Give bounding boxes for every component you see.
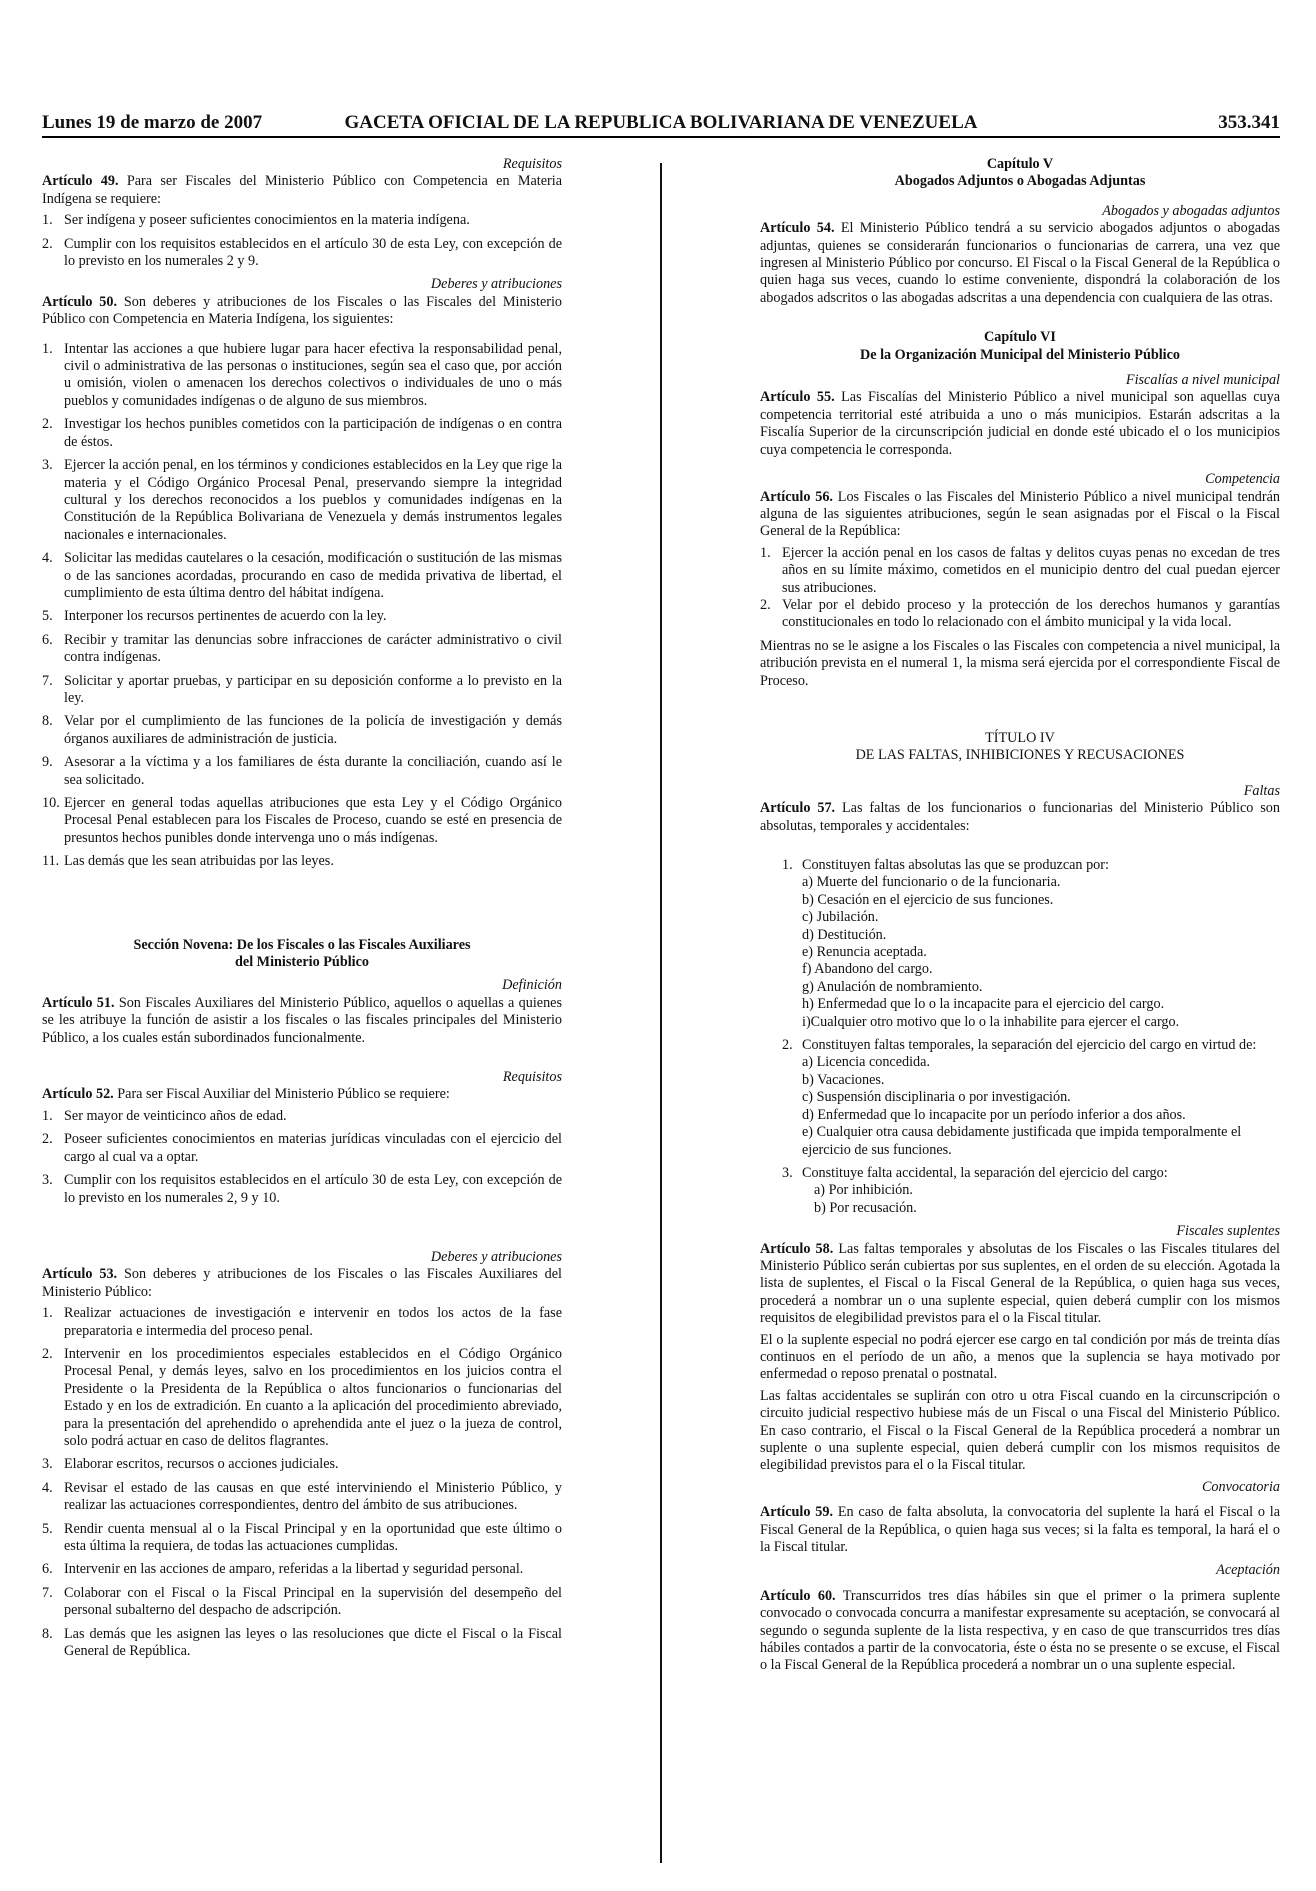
- article-52: [42, 1086, 562, 1103]
- article-56-list: [760, 545, 1280, 632]
- page-number: 353.341: [1218, 112, 1280, 133]
- article-59-subtitle: Convocatoria: [1201, 1478, 1280, 1495]
- article-50: [42, 294, 562, 329]
- article-50-list: [42, 341, 562, 871]
- article-58-subtitle: Fiscales suplentes: [1176, 1223, 1280, 1240]
- list-item: 11. Las demás que les sean atribuidas por las leyes.: [42, 853, 334, 870]
- article-58-paragraph-3: Las faltas accidentales se suplirán con otro u otra Fiscal cuando en la circunscripción o circuito judicial respectivo hubiese más de un Fiscal o una Fiscal del Ministerio Público. En caso contrario, el Fiscal o la Fiscal General de la República procederá a nombrar un suplente o una suplente especial, quien deberá cumplir con los mismos requisitos de elegibilidad previstos para el o la Fiscal titular.: [760, 1387, 1280, 1474]
- letter-list: a) Muerte del funcionario o de la funcionaria. b) Cesación en el ejercicio de sus funciones. c) Jubilación. d) Destitución. e) Renuncia aceptada. f) Abandono del cargo. g) Anulación de nombramiento. h) Enfermedad que lo o la incapacite para el ejercicio del cargo. i)Cualquier otro motivo que lo o la inhabilite para ejercer el cargo.: [802, 874, 1180, 1030]
- list-item: 3. Constituye falta accidental, la separación del ejercicio del cargo: a) Por inhibición. b) Por recusación.: [782, 1165, 1280, 1217]
- article-49: [42, 173, 562, 208]
- article-55-text: Las Fiscalías del Ministerio Público a nivel municipal son aquellas cuya competencia territorial esté atribuida a uno o más municipios. Estarán adscritas a la Fiscalía Superior de la circunscripción judicial en donde esté ubicado el o los municipios cuya competencia le corresponda.: [760, 389, 1281, 458]
- article-59: [760, 1504, 1280, 1556]
- list-item: 1. Ser indígena y poseer suficientes conocimientos en la materia indígena.: [42, 212, 470, 229]
- list-item: 7. Colaborar con el Fiscal o la Fiscal Principal en la supervisión del desempeño del personal subalterno del despacho de adscripción.: [42, 1584, 562, 1619]
- article-60: [760, 1588, 1280, 1675]
- title-4-heading: [760, 730, 1280, 765]
- list-item: 2. Cumplir con los requisitos establecidos en el artículo 30 de esta Ley, con excepción de lo previsto en los numerales 2 y 9.: [42, 235, 562, 270]
- letter-list: a) Por inhibición. b) Por recusación.: [814, 1182, 917, 1216]
- list-item: 8. Las demás que les asignen las leyes o las resoluciones que dicte el Fiscal o la Fiscal General de República.: [42, 1625, 562, 1660]
- chapter-5-heading: [760, 156, 1280, 191]
- list-item: 2. Investigar los hechos punibles cometidos con la participación de indígenas o en contra de éstos.: [42, 416, 562, 450]
- article-60-label: Artículo 60.: [760, 1587, 836, 1604]
- article-57-label: Artículo 57.: [760, 800, 836, 817]
- list-item: 1. Ejercer la acción penal en los casos de faltas y delitos cuyas penas no excedan de tres años en su límite máximo, cometidos en el municipio dentro del cual puedan ejercer sus atribuciones.: [760, 544, 1280, 596]
- article-58-label: Artículo 58.: [760, 1240, 834, 1257]
- article-50-text: Son deberes y atribuciones de los Fiscales o las Fiscales del Ministerio Público con Competencia en Materia Indígena, los siguientes:: [42, 293, 562, 328]
- article-51-text: Son Fiscales Auxiliares del Ministerio Público, aquellos o aquellas a quienes se les atribuye la función de asistir a los fiscales o las fiscales principales del Ministerio Público, a los cuales están subordinados funcionalmente.: [42, 994, 563, 1046]
- article-59-label: Artículo 59.: [760, 1504, 833, 1521]
- column-divider: [660, 163, 662, 1863]
- article-54-subtitle: Abogados y abogadas adjuntos: [1102, 202, 1280, 219]
- article-49-subtitle: Requisitos: [502, 156, 562, 172]
- article-52-subtitle: Requisitos: [502, 1069, 562, 1086]
- letter-list: a) Licencia concedida. b) Vacaciones. c) Suspensión disciplinaria o por investigación. d) Enfermedad que lo incapacite por un período inferior a dos años. e) Cualquier otra causa debidamente justificada que impida temporalmente el ejercicio de sus funciones.: [802, 1054, 1242, 1158]
- list-item: 3. Cumplir con los requisitos establecidos en el artículo 30 de esta Ley, con excepción de lo previsto en los numerales 2, 9 y 10.: [42, 1172, 562, 1206]
- article-53-text: Son deberes y atribuciones de los Fiscales o las Fiscales Auxiliares del Ministerio Público:: [42, 1266, 562, 1300]
- article-51: [42, 995, 562, 1047]
- article-49-text: Para ser Fiscales del Ministerio Público con Competencia en Materia Indígena se requiere:: [42, 173, 562, 207]
- article-52-text: Para ser Fiscal Auxiliar del Ministerio Público se requiere:: [113, 1086, 450, 1103]
- article-60-text: Transcurridos tres días hábiles sin que el primer o la primera suplente convocado o convocada concurra a manifestar expresamente su aceptación, se convocará al segundo o segunda suplente de la lista respectiva, y en caso de que transcurridos tres días hábiles contados a partir de la convocatoria, éste o ésta no se presente o se excuse, el Fiscal o la Fiscal General de la República procederá a nombrar un o una suplente especial.: [760, 1587, 1280, 1674]
- chapter-5-title: Abogados Adjuntos o Abogadas Adjuntas: [894, 173, 1146, 190]
- list-item: 3. Elaborar escritos, recursos o acciones judiciales.: [42, 1456, 339, 1473]
- article-59-text: En caso de falta absoluta, la convocatoria del suplente la hará el Fiscal o la Fiscal General de la República, o quien haga sus veces; si la falta es temporal, la hará el o la Fiscal titular.: [760, 1504, 1280, 1556]
- list-item: 10. Ejercer en general todas aquellas atribuciones que esta Ley y el Código Orgánico Procesal Penal establecen para los Fiscales de Proceso, cuando se esté en presencia de presuntos hechos punibles donde intervenga uno o más indígenas.: [42, 795, 562, 846]
- article-53-subtitle: Deberes y atribuciones: [430, 1248, 562, 1265]
- chapter-6-number: Capítulo VI: [984, 329, 1056, 346]
- list-item: 2. Intervenir en los procedimientos especiales establecidos en el Código Orgánico Procesal Penal, y demás leyes, salvo en los procedimientos en los juicios contra el Presidente o la Presidenta de la República o altos funcionarios o funcionarias del Estado y en los de extradición. En cuanto a la aplicación del procedimiento abreviado, para la presentación del aprehendido o aprehendida ante el juez o la jueza de control, solo podrá actuar en caso de delitos flagrantes.: [42, 1345, 562, 1449]
- article-58: [760, 1241, 1280, 1328]
- article-49-label: Artículo 49.: [42, 173, 119, 190]
- article-58-paragraph-2: El o la suplente especial no podrá ejercer ese cargo en tal condición por más de treinta días continuos en el período de un año, a menos que la suplencia se haya motivado por enfermedad o reposo prenatal o postnatal.: [760, 1331, 1280, 1383]
- article-50-subtitle: Deberes y atribuciones: [430, 276, 562, 293]
- article-49-list: [42, 212, 562, 270]
- list-item: 4. Revisar el estado de las causas en que esté interviniendo el Ministerio Público, y realizar las actuaciones correspondientes, dentro del ámbito de sus atribuciones.: [42, 1479, 562, 1514]
- article-55: [760, 389, 1280, 459]
- issue-date: Lunes 19 de marzo de 2007: [42, 112, 263, 133]
- article-50-label: Artículo 50.: [42, 293, 118, 310]
- article-54-label: Artículo 54.: [760, 220, 835, 237]
- list-item: 4. Solicitar las medidas cautelares o la cesación, modificación o sustitución de las mismas o de las sanciones acordadas, procurando en caso de medida privativa de libertad, el cumplimiento de esta última dentro del hábitat indígena.: [42, 550, 562, 601]
- right-column: [760, 156, 1280, 1679]
- list-item: 8. Velar por el cumplimiento de las funciones de la policía de investigación y demás órganos auxiliares de administración de justicia.: [42, 713, 562, 747]
- gazette-title: GACETA OFICIAL DE LA REPUBLICA BOLIVARIANA DE VENEZUELA: [344, 112, 978, 133]
- section-heading-line1: Sección Novena: De los Fiscales o las Fiscales Auxiliares: [133, 936, 471, 953]
- title-4-title: DE LAS FALTAS, INHIBICIONES Y RECUSACIONES: [855, 747, 1185, 764]
- left-column: [42, 156, 562, 1666]
- list-item: 2. Poseer suficientes conocimientos en materias jurídicas vinculadas con el ejercicio del cargo al cual va a optar.: [42, 1131, 562, 1165]
- list-item: 1. Realizar actuaciones de investigación e intervenir en todos los actos de la fase preparatoria e intermedia del proceso penal.: [42, 1305, 562, 1339]
- article-57: [760, 800, 1280, 835]
- article-57-text: Las faltas de los funcionarios o funcionarias del Ministerio Público son absolutas, temporales y accidentales:: [760, 800, 1280, 834]
- article-52-label: Artículo 52.: [42, 1086, 114, 1103]
- article-53-label: Artículo 53.: [42, 1266, 118, 1283]
- article-58-text: Las faltas temporales y absolutas de los Fiscales o las Fiscales titulares del Ministerio Público serán cubiertas por sus suplentes, en el orden de su elección. Agotada la lista de suplentes, el Fiscal o la Fiscal General de la República, o quien haga sus veces, procederá a nombrar un o una suplente especial, quien deberá cumplir con los mismos requisitos de elegibilidad previstos para el o la Fiscal titular.: [760, 1240, 1280, 1327]
- article-57-subtitle: Faltas: [1243, 782, 1280, 799]
- article-53: [42, 1266, 562, 1301]
- section-heading: [42, 937, 562, 972]
- list-item: 6. Recibir y tramitar las denuncias sobre infracciones de carácter administrativo o civil contra indígenas.: [42, 631, 562, 666]
- list-item: 3. Ejercer la acción penal, en los términos y condiciones establecidos en la Ley que rige la materia y el Código Orgánico Procesal Penal, preservando siempre la integridad cultural y los derechos reconocidos a los pueblos y comunidades indígenas en la Constitución de la República Bolivariana de Venezuela y demás instrumentos legales nacionales e internacionales.: [42, 457, 562, 543]
- article-51-subtitle: Definición: [502, 977, 562, 994]
- article-56-text: Los Fiscales o las Fiscales del Ministerio Público a nivel municipal tendrán alguna de las siguientes atribuciones, según le sean asignadas por el Fiscal o la Fiscal General de la República:: [760, 488, 1280, 540]
- article-56-closing: Mientras no se le asigne a los Fiscales o las Fiscales con competencia a nivel municipal, la atribución prevista en el numeral 1, la misma será ejercida por el correspondiente Fiscal de Proceso.: [760, 637, 1280, 689]
- list-item: 2. Constituyen faltas temporales, la separación del ejercicio del cargo en virtud de: a) Licencia concedida. b) Vacaciones. c) Suspensión disciplinaria o por investigación. d) Enfermedad que lo incapacite por un período inferior a dos años. e) Cualquier otra causa debidamente justificada que impida temporalmente el ejercicio de sus funciones.: [782, 1037, 1280, 1159]
- chapter-6-title: De la Organización Municipal del Ministerio Público: [860, 346, 1180, 363]
- article-55-label: Artículo 55.: [760, 389, 835, 406]
- list-item: 1. Ser mayor de veinticinco años de edad.: [42, 1107, 287, 1124]
- list-item: 5. Interponer los recursos pertinentes de acuerdo con la ley.: [42, 608, 387, 625]
- title-4-number: TÍTULO IV: [985, 729, 1055, 746]
- gazette-header: [42, 112, 1280, 138]
- article-56-label: Artículo 56.: [760, 488, 833, 505]
- chapter-5-number: Capítulo V: [986, 156, 1054, 172]
- list-item: 9. Asesorar a la víctima y a los familiares de ésta durante la conciliación, cuando así le sea solicitado.: [42, 754, 562, 788]
- article-55-subtitle: Fiscalías a nivel municipal: [1125, 372, 1280, 389]
- article-51-label: Artículo 51.: [42, 994, 115, 1011]
- chapter-6-heading: [760, 329, 1280, 364]
- list-item: 7. Solicitar y aportar pruebas, y participar en su deposición conforme a lo previsto en la ley.: [42, 672, 562, 706]
- article-57-list: [782, 857, 1280, 1217]
- article-53-list: [42, 1305, 562, 1660]
- article-60-subtitle: Aceptación: [1216, 1562, 1280, 1579]
- list-item: 6. Intervenir en las acciones de amparo, referidas a la libertad y seguridad personal.: [42, 1561, 524, 1578]
- list-item: 5. Rendir cuenta mensual al o la Fiscal Principal y en la oportunidad que este último o esta última la requiera, de todas las actuaciones cumplidas.: [42, 1520, 562, 1554]
- list-item: 2. Velar por el debido proceso y la protección de los derechos humanos y garantías constitucionales en todo lo relacionado con el ámbito municipal y la vida local.: [760, 596, 1280, 631]
- article-56: [760, 489, 1280, 541]
- article-52-list: [42, 1108, 562, 1207]
- article-56-subtitle: Competencia: [1205, 471, 1280, 488]
- list-item: 1. Intentar las acciones a que hubiere lugar para hacer efectiva la responsabilidad penal, civil o administrativa de las personas o instituciones, según sea el caso que, por acción u omisión, violen o amenacen los derechos colectivos o individuales de uno o más pueblos y comunidades indígenas o de alguno de sus miembros.: [42, 340, 562, 409]
- article-54-text: El Ministerio Público tendrá a su servicio abogados adjuntos o abogadas adjuntas, quienes se considerarán funcionarios o funcionarias de carrera, una vez que ingresen al Ministerio Público por concurso. El Fiscal o la Fiscal General de la República o quien haga sus veces, cuando lo estime conveniente, dispondrá la colaboración de los abogados adscritos o las abogadas adscritas a una dependencia con cualquiera de las otras.: [760, 220, 1280, 306]
- section-heading-line2: del Ministerio Público: [235, 954, 369, 971]
- article-54: [760, 220, 1280, 307]
- list-item: 1. Constituyen faltas absolutas las que se produzcan por: a) Muerte del funcionario o de la funcionaria. b) Cesación en el ejercicio de sus funciones. c) Jubilación. d) Destitución. e) Renuncia aceptada. f) Abandono del cargo. g) Anulación de nombramiento. h) Enfermedad que lo o la incapacite para el ejercicio del cargo. i)Cualquier otro motivo que lo o la inhabilite para ejercer el cargo.: [782, 857, 1280, 1031]
